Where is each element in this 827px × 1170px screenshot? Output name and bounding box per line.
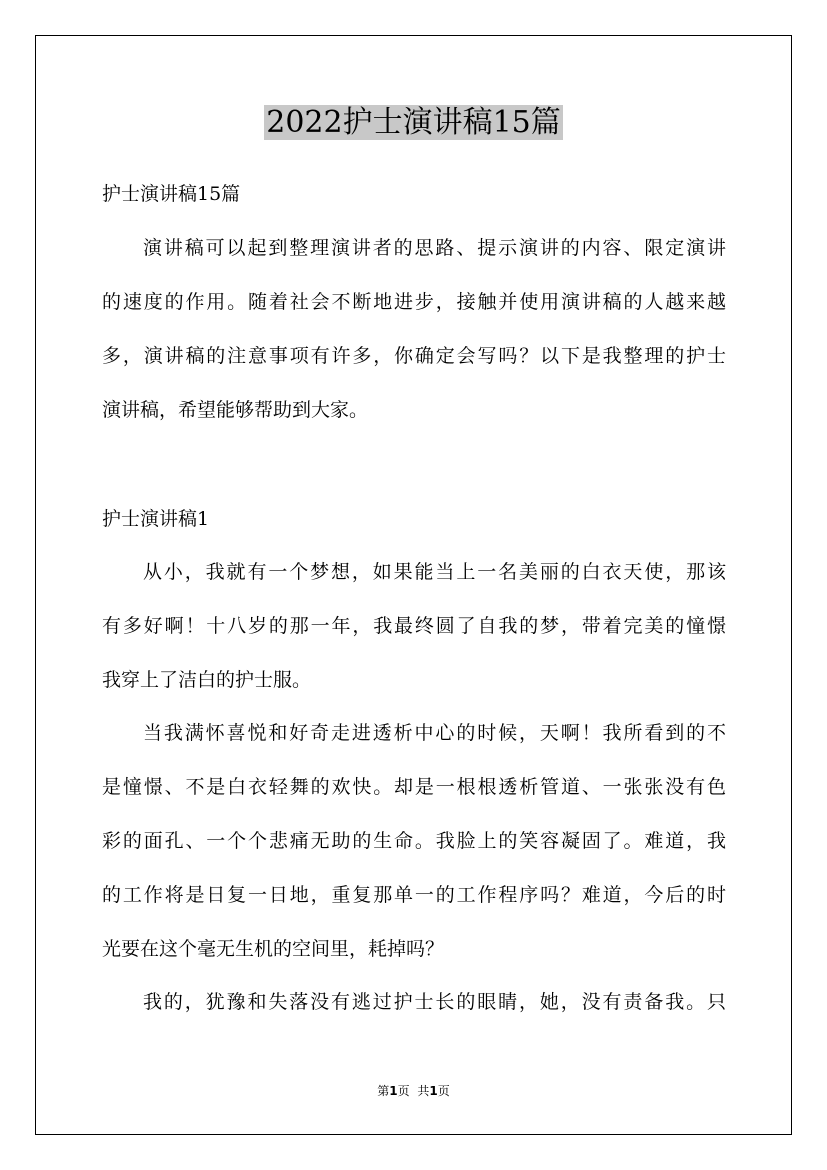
total-suffix: 页 [437, 1084, 450, 1098]
paragraph-line: 彩的面孔、一个个悲痛无助的生命。我脸上的笑容凝固了。难道，我 [102, 830, 726, 852]
paragraph-line: 是憧憬、不是白衣轻舞的欢快。却是一根根透析管道、一张张没有色 [102, 776, 726, 798]
paragraph-line: 从小，我就有一个梦想，如果能当上一名美丽的白衣天使，那该 [143, 561, 726, 583]
intro-line: 演讲稿可以起到整理演讲者的思路、提示演讲的内容、限定演讲 [143, 237, 726, 259]
total-prefix: 共 [417, 1084, 430, 1098]
document-subtitle: 护士演讲稿15篇 [102, 183, 241, 205]
intro-line: 的速度的作用。随着社会不断地进步，接触并使用演讲稿的人越来越 [102, 291, 726, 313]
page-suffix: 页 [397, 1084, 410, 1098]
paragraph-line: 光要在这个毫无生机的空间里，耗掉吗？ [102, 938, 445, 960]
intro-line: 演讲稿，希望能够帮助到大家。 [102, 399, 369, 421]
section-heading: 护士演讲稿1 [102, 508, 210, 530]
paragraph-line: 我的，犹豫和失落没有逃过护士长的眼睛，她，没有责备我。只 [143, 991, 726, 1013]
paragraph-line: 有多好啊！十八岁的那一年，我最终圆了自我的梦，带着完美的憧憬 [102, 615, 726, 637]
paragraph-line: 的工作将是日复一日地，重复那单一的工作程序吗？难道，今后的时 [102, 884, 726, 906]
page-prefix: 第 [377, 1084, 390, 1098]
page-footer [0, 1082, 827, 1099]
document-title-text: 2022护士演讲稿15篇 [266, 105, 561, 140]
paragraph-line: 我穿上了洁白的护士服。 [102, 669, 312, 691]
intro-line: 多，演讲稿的注意事项有许多，你确定会写吗？以下是我整理的护士 [102, 345, 726, 367]
total-pages: 1 [429, 1084, 438, 1098]
document-title [0, 97, 827, 149]
page-number: 1 [389, 1084, 398, 1098]
paragraph-line: 当我满怀喜悦和好奇走进透析中心的时候，天啊！我所看到的不 [143, 722, 726, 744]
